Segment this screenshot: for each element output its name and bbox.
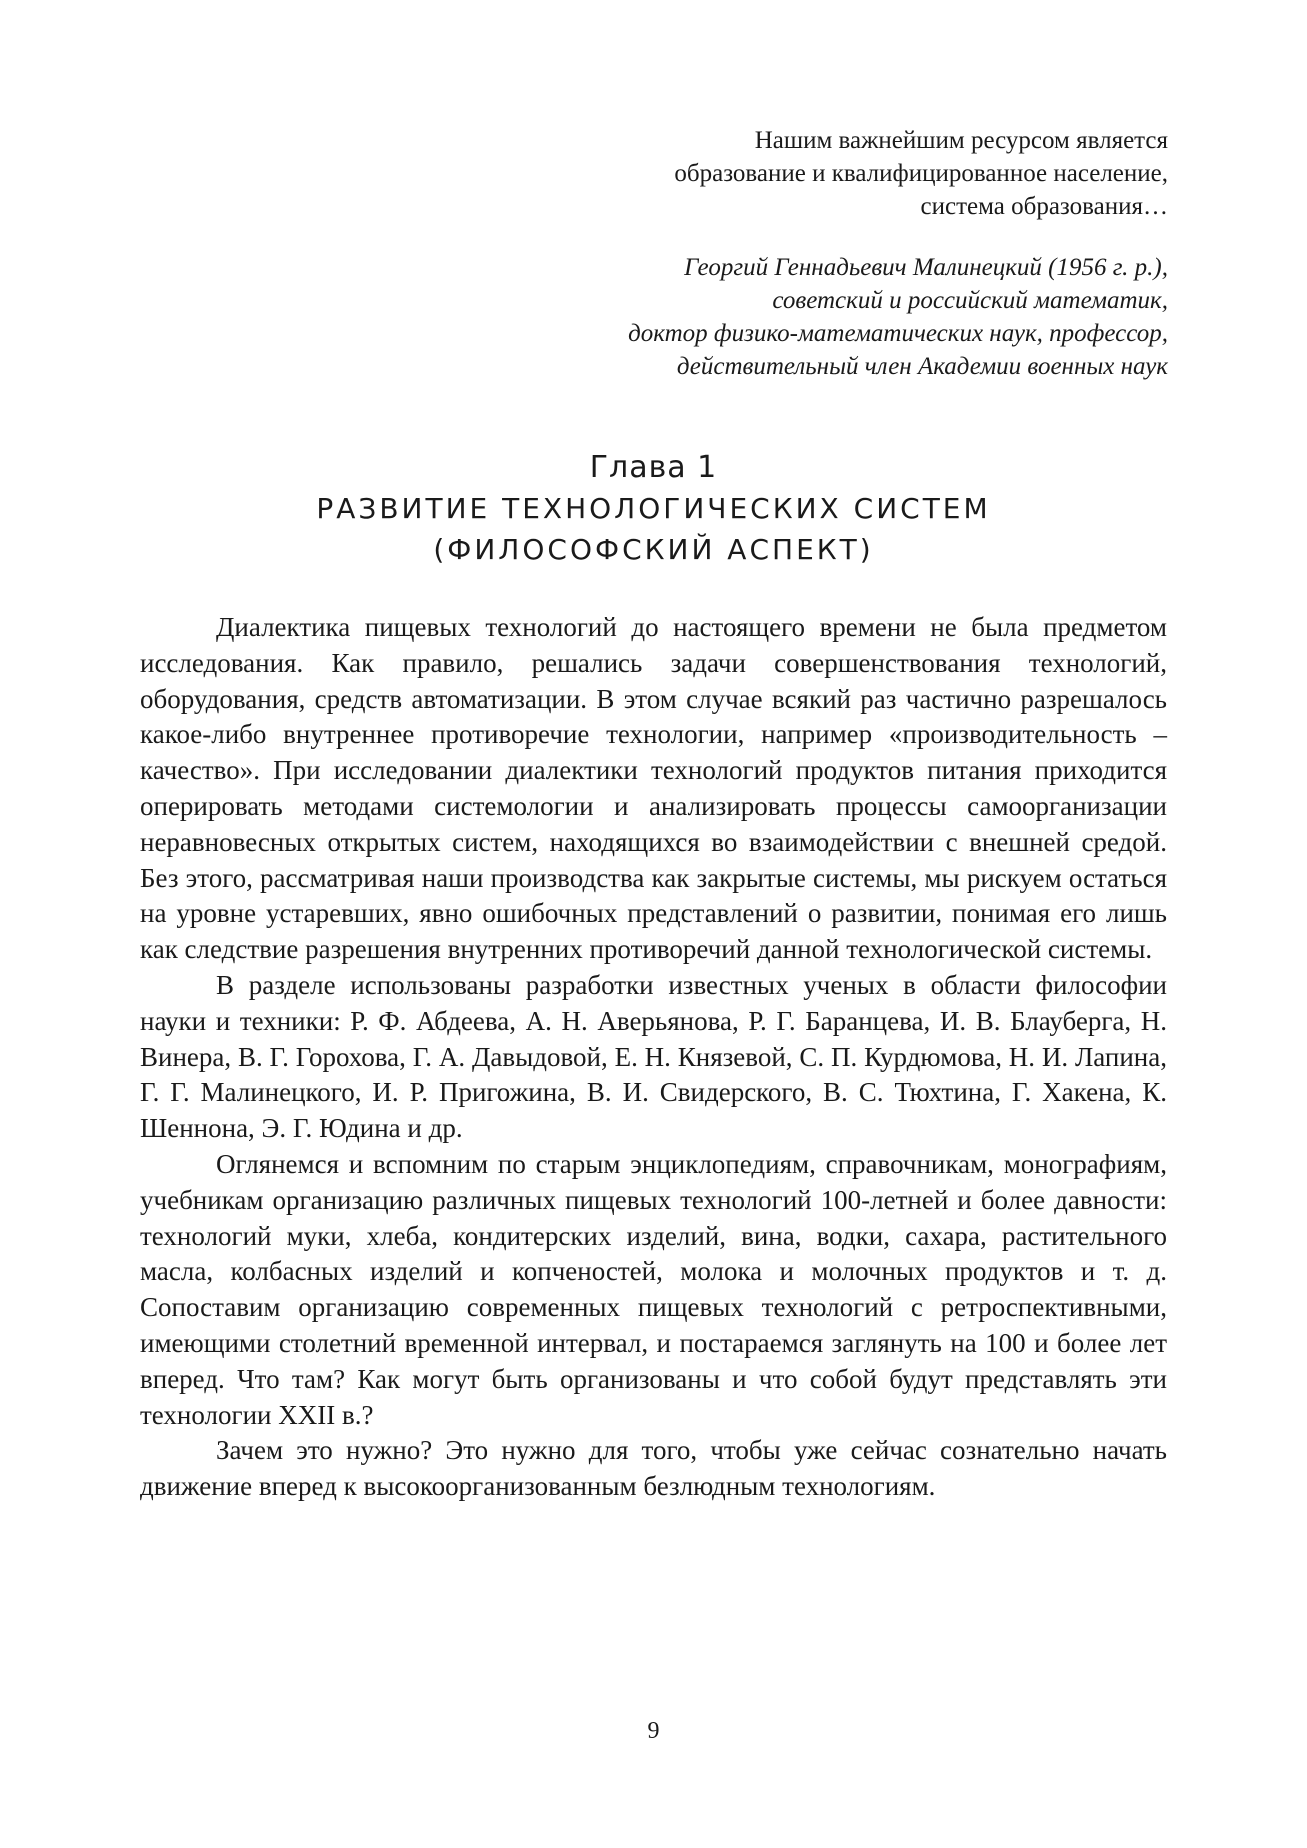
- epigraph-author-line: советский и российский математик,: [772, 287, 1168, 314]
- chapter-heading: [0, 448, 1307, 570]
- epigraph-author: [408, 251, 1168, 383]
- chapter-title-line: РАЗВИТИЕ ТЕХНОЛОГИЧЕСКИХ СИСТЕМ: [316, 492, 991, 525]
- body-text: [140, 610, 1167, 1505]
- chapter-title: [0, 488, 1307, 570]
- paragraph: В разделе использованы разработки известных ученых в области философии науки и техники: Р. Ф. Абдеева, А. Н. Аверьянова, Р. Г. Баранцева, И. В. Блауберга, Н. Винера, В. Г. Горохова, Г. А. Давыдовой, Е. Н. Князевой, С. П. Курдюмова, Н. И. Лапина, Г. Г. Малинецкого, И. Р. Пригожина, В. И. Свидерского, В. С. Тюхтина, Г. Хакена, К. Шеннона, Э. Г. Юдина и др.: [140, 969, 1167, 1144]
- paragraph: Диалектика пищевых технологий до настоящего времени не была предметом исследования. Как правило, решались задачи совершенствования технологий, оборудования, средств автоматизации. В этом случае всякий раз частично разрешалось какое-либо внутреннее противоречие технологии, например «производительность – качество». При исследовании диалектики технологий продуктов питания приходится оперировать методами системологии и анализировать процессы самоорганизации неравновесных открытых систем, находящихся во взаимодействии с внешней средой. Без этого, рассматривая наши производства как закрытые системы, мы рискуем остаться на уровне устаревших, явно ошибочных представлений о развитии, понимая его лишь как следствие разрешения внутренних противоречий данной технологической системы.: [140, 612, 1167, 965]
- epigraph-quote: [408, 124, 1168, 223]
- chapter-title-line: (ФИЛОСОФСКИЙ АСПЕКТ): [433, 533, 874, 566]
- page-number: 9: [647, 1718, 660, 1744]
- epigraph-author-line: действительный член Академии военных наук: [676, 353, 1168, 380]
- epigraph-quote-line: система образования…: [920, 193, 1168, 220]
- paragraph: Оглянемся и вспомним по старым энциклопедиям, справочникам, монографиям, учебникам организацию различных пищевых технологий 100-летней и более давности: технологий муки, хлеба, кондитерских изделий, вина, водки, сахара, растительного масла, колбасных изделий и копченостей, молока и молочных продуктов и т. д. Сопоставим организацию современных пищевых технологий с ретроспективными, имеющими столетний временной интервал, и постараемся заглянуть на 100 и более лет вперед. Что там? Как могут быть организованы и что собой будут представлять эти технологии XXII в.?: [140, 1148, 1167, 1430]
- epigraph: [408, 124, 1168, 383]
- epigraph-author-line: Георгий Геннадьевич Малинецкий (1956 г. р.),: [684, 254, 1168, 281]
- paragraph: Зачем это нужно? Это нужно для того, чтобы уже сейчас сознательно начать движение вперед к высокоорганизованным безлюдным технологиям.: [140, 1435, 1167, 1502]
- chapter-number: Глава 1: [589, 450, 718, 485]
- epigraph-quote-line: Нашим важнейшим ресурсом является: [754, 127, 1168, 154]
- epigraph-author-line: доктор физико-математических наук, профессор,: [628, 320, 1168, 347]
- epigraph-quote-line: образование и квалифицированное население,: [674, 160, 1168, 187]
